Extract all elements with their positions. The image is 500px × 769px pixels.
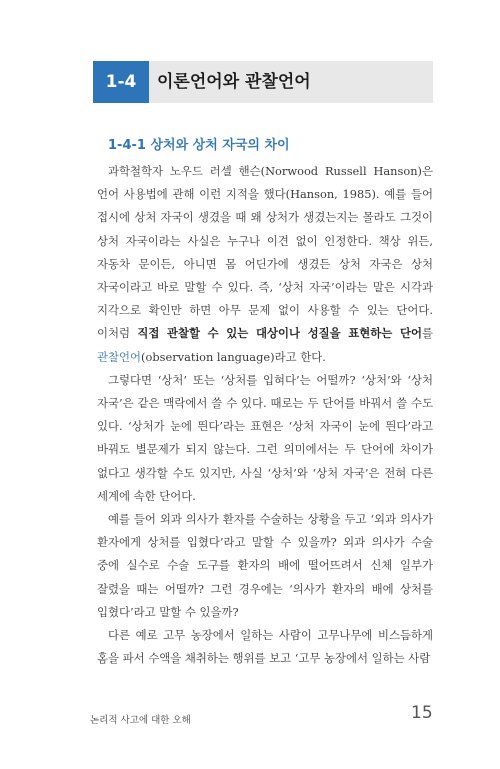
- paragraph-1: [97, 160, 433, 369]
- paragraph-1-text: 과학철학자 노우드 러셀 핸슨(Norwood Russell Hanson)은 언어 사용법에 관해 이런 지적을 했다(Hanson, 1985). 예를 들어 접시에 상처 자국이 생겼을 때 왜 상처가 생겼는지는 몰라도 그것이 상처 자국이라는 사실은 누구나 이견 없이 인정한다. 책상 위든, 자동차 문이든, 아니면 몸 어딘가에 생겼든 상처 자국은 상처 자국이라고 바로 말할 수 있다. 즉, ‘상처 자국’이라는 말은 시각과 지각으로 확인만 하면 아무 문제 없이 사용할 수 있는 단어다. 이처럼: [97, 164, 433, 341]
- paragraph-4: 다른 예로 고무 농장에서 일하는 사람이 고무나무에 비스듬하게 홈을 파서 수액을 채취하는 행위를 보고 ‘고무 농장에서 일하는 사람: [97, 628, 433, 666]
- key-term: 관찰언어: [97, 349, 142, 364]
- emphasis-phrase: 직접 관찰할 수 있는 대상이나 성질을 표현하는 단어: [137, 326, 422, 341]
- paragraph-3: 예를 들어 외과 의사가 환자를 수술하는 상황을 두고 ‘외과 의사가 환자에게 상처를 입혔다’라고 말할 수 있을까? 외과 의사가 수술 중에 실수로 수술 도구를 환자의 배에 떨어뜨려서 신체 일부가 잘렸을 때는 어떨까? 그런 경우에는 ‘의사가 환자의 배에 상처를 입혔다’라고 말할 수 있을까?: [97, 512, 433, 619]
- paragraph-1-connector: 를: [421, 326, 433, 341]
- body-text: [97, 160, 433, 670]
- chapter-number: 1-4: [93, 61, 149, 103]
- page-number: 15: [411, 703, 433, 723]
- chapter-title: 이론언어와 관찰언어: [157, 72, 311, 92]
- running-footer-title: 논리적 사고에 대한 오해: [90, 715, 191, 726]
- paragraph-1-ending: (observation language)라고 한다.: [141, 349, 326, 364]
- chapter-header: [93, 61, 433, 103]
- section-heading: 1-4-1 상처와 상처 자국의 차이: [108, 138, 290, 153]
- paragraph-2: 그렇다면 ‘상처’ 또는 ‘상처를 입혀다’는 어떨까? ‘상처’와 ‘상처 자국’은 같은 맥락에서 쓸 수 있다. 때로는 두 단어를 바꿔서 쓸 수도 있다. ‘상처가 눈에 띈다’라는 표현은 ‘상처 자국이 눈에 띈다’라고 바꿔도 별문제가 되지 않는다. 그런 의미에서는 두 단어에 차이가 없다고 생각할 수도 있지만, 사실 ‘상처’와 ‘상처 자국’은 전혀 다른 세계에 속한 단어다.: [97, 372, 433, 503]
